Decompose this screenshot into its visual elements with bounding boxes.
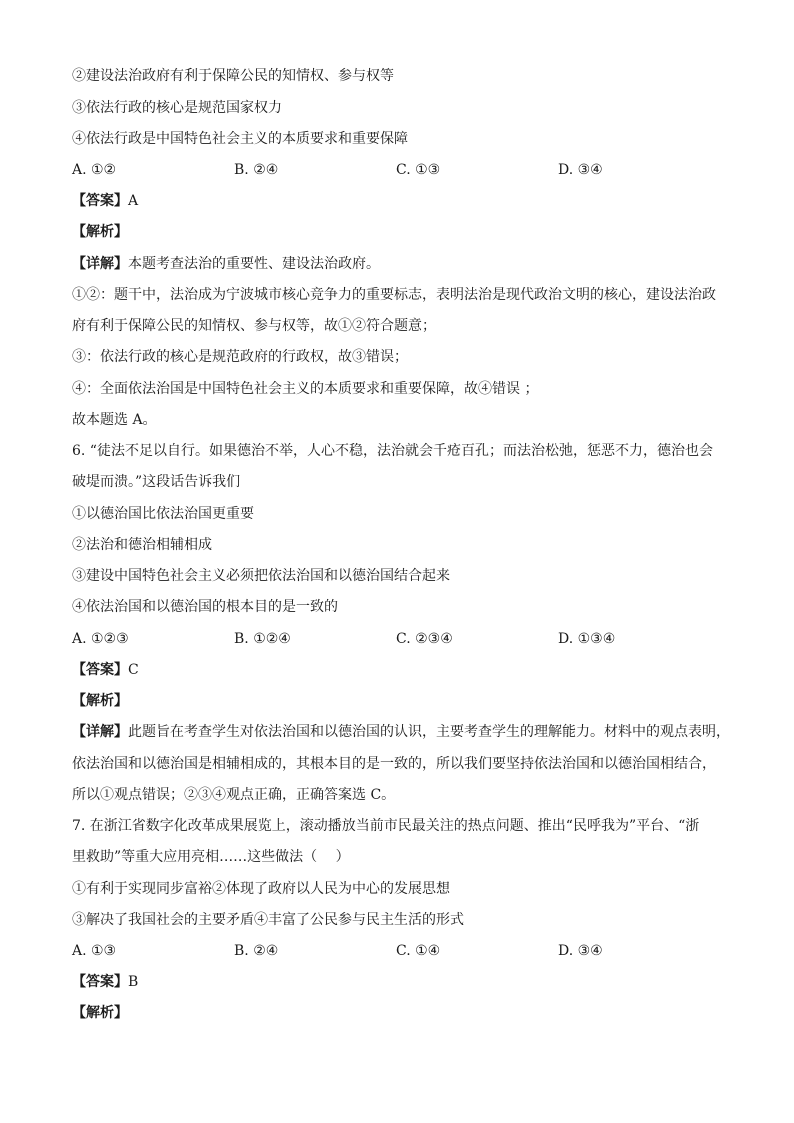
q6-detail-line-3: 所以①观点错误；②③④观点正确，正确答案选 C。 [72,787,396,803]
answer-tag: 【答案】 [72,662,128,678]
answer-value: A [128,193,139,209]
q5-detail-line-4: ④：全面依法治国是中国特色社会主义的本质要求和重要保障，故④错误 ； [72,381,539,397]
q6-item-3: ③建设中国特色社会主义必须把依法治国和以德治国结合起来 [72,568,450,584]
q6-option-b: B. ①②④ [234,631,291,647]
q5-answer [72,191,138,211]
q5-options [72,160,712,180]
q5-option-c: C. ①③ [396,162,441,178]
q6-analysis-tag: 【解析】 [72,693,128,709]
q7-option-b: B. ②④ [234,943,279,959]
answer-tag: 【答案】 [72,193,128,209]
q7-items-line-1: ①有利于实现同步富裕②体现了政府以人民为中心的发展思想 [72,881,450,897]
q7-option-a: A. ①③ [72,943,117,959]
answer-value: C [128,662,139,678]
q6-option-a: A. ①②③ [72,631,129,647]
q7-analysis-tag: 【解析】 [72,1005,128,1021]
q5-item-4: ④依法行政是中国特色社会主义的本质要求和重要保障 [72,131,408,147]
detail-text: 本题考查法治的重要性、建设法治政府。 [128,256,380,272]
q5-detail [72,254,380,274]
q5-detail-line-3: ③：依法行政的核心是规范政府的行政权，故③错误； [72,349,408,365]
detail-tag: 【详解】 [72,256,128,272]
q6-options [72,629,712,649]
answer-tag: 【答案】 [72,974,128,990]
q6-detail-line-2: 依法治国和以德治国是相辅相成的，其根本目的是一致的，所以我们要坚持依法治国和以德治国相结合， [72,756,716,772]
q7-answer [72,972,138,992]
q5-option-a: A. ①② [72,162,117,178]
q6-item-4: ④依法治国和以德治国的根本目的是一致的 [72,599,338,615]
q6-option-d: D. ①③④ [558,631,616,647]
q6-item-1: ①以德治国比依法治国更重要 [72,506,254,522]
q7-stem-line-2: 里救助”等重大应用亮相……这些做法（ ） [72,849,350,865]
q6-detail-line-1 [72,722,730,742]
q5-item-3: ③依法行政的核心是规范国家权力 [72,100,282,116]
q7-items-line-2: ③解决了我国社会的主要矛盾④丰富了公民参与民主生活的形式 [72,912,464,928]
q5-detail-line-2: 府有利于保障公民的知情权、参与权等，故①②符合题意； [72,318,436,334]
q5-item-2: ②建设法治政府有利于保障公民的知情权、参与权等 [72,68,394,84]
q6-item-2: ②法治和德治相辅相成 [72,537,212,553]
q7-options [72,941,712,961]
q5-conclusion: 故本题选 A。 [72,412,157,428]
q5-detail-line-1: ①②：题干中，法治成为宁波城市核心竞争力的重要标志，表明法治是现代政治文明的核心，建设法治政 [72,287,716,303]
detail-tag: 【详解】 [72,724,128,740]
q6-answer [72,660,139,680]
q7-option-d: D. ③④ [558,943,603,959]
q7-stem-line-1: 7. 在浙江省数字化改革成果展览上，滚动播放当前市民最关注的热点问题、推出“民呼我为”平台、“浙 [72,818,700,834]
q5-option-d: D. ③④ [558,162,603,178]
q6-option-c: C. ②③④ [396,631,453,647]
detail-text: 此题旨在考查学生对依法治国和以德治国的认识，主要考查学生的理解能力。材料中的观点表明， [128,724,730,740]
q5-option-b: B. ②④ [234,162,279,178]
q6-stem-line-1: 6. “徒法不足以自行。如果德治不举，人心不稳，法治就会千疮百孔；而法治松弛，惩恶不力，德治也会 [72,443,713,459]
q5-analysis-tag: 【解析】 [72,224,128,240]
q6-stem-line-2: 破堤而溃。”这段话告诉我们 [72,474,241,490]
answer-value: B [128,974,139,990]
q7-option-c: C. ①④ [396,943,441,959]
